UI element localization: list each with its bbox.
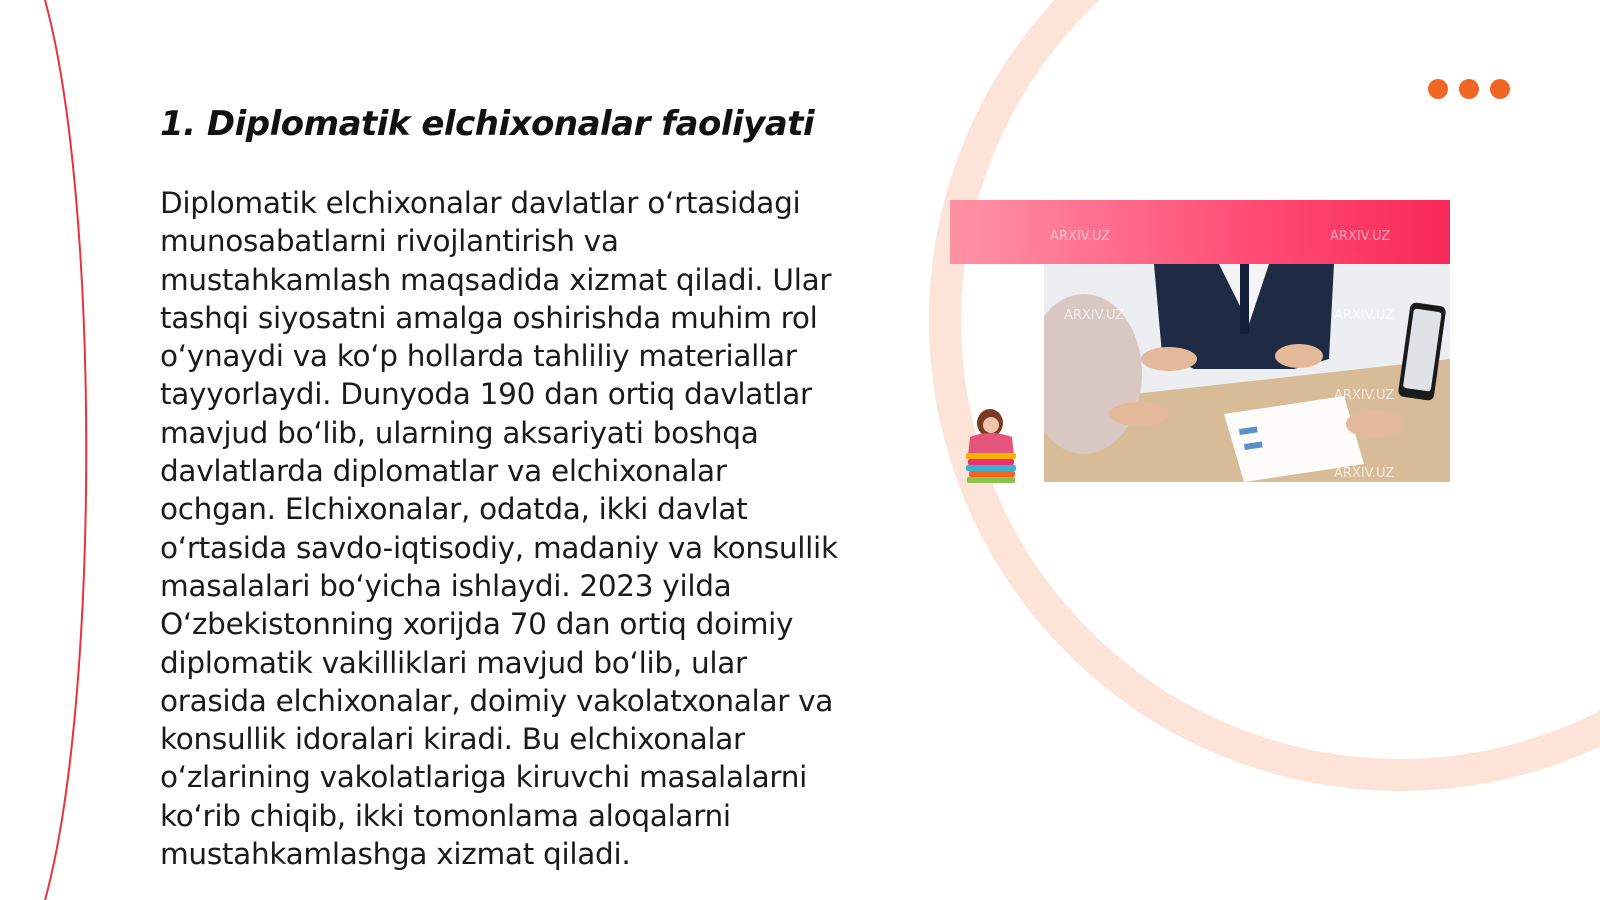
dot [1428,79,1448,99]
watermark-text: ARXIV.UZ [1050,229,1111,244]
left-curve-line [45,0,86,900]
watermark-text: ARXIV.UZ [1334,388,1395,403]
person-with-books-icon [960,405,1024,485]
three-dots-icon [1428,79,1510,99]
slide-title: 1. Diplomatik elchixonalar faoliyati [160,104,815,144]
dot [1459,79,1479,99]
meeting-photo [1044,264,1450,482]
pink-banner [950,200,1450,264]
watermark-text: ARXIV.UZ [1330,229,1391,244]
watermark-text: ARXIV.UZ [1334,466,1395,481]
watermark-text: ARXIV.UZ [1064,308,1125,323]
dot [1490,79,1510,99]
slide-body-text: Diplomatik elchixonalar davlatlar o‘rtasidagi munosabatlarni rivojlantirish va mustahkamlash maqsadida xizmat qiladi. Ular tashqi siyosatni amalga oshirishda muhim rol o‘ynaydi va ko‘p hollarda tahliliy materiallar tayyorlaydi. Dunyoda 190 dan ortiq davlatlar mavjud bo‘lib, ularning aksariyati boshqa davlatlarda diplomatlar va elchixonalar ochgan. Elchixonalar, odatda, ikki davlat o‘rtasida savdo-iqtisodiy, madaniy va konsullik masalalari bo‘yicha ishlaydi. 2023 yilda O‘zbekistonning xorijda 70 dan ortiq doimiy diplomatik vakilliklari mavjud bo‘lib, ular orasida elchixonalar, doimiy vakolatxonalar va konsullik idoralari kiradi. Bu elchixonalar o‘zlarining vakolatlariga kiruvchi masalalarni ko‘rib chiqib, ikki tomonlama aloqalarni mustahkamlashga xizmat qiladi. [160,186,838,872]
watermark-text: ARXIV.UZ [1334,308,1395,323]
